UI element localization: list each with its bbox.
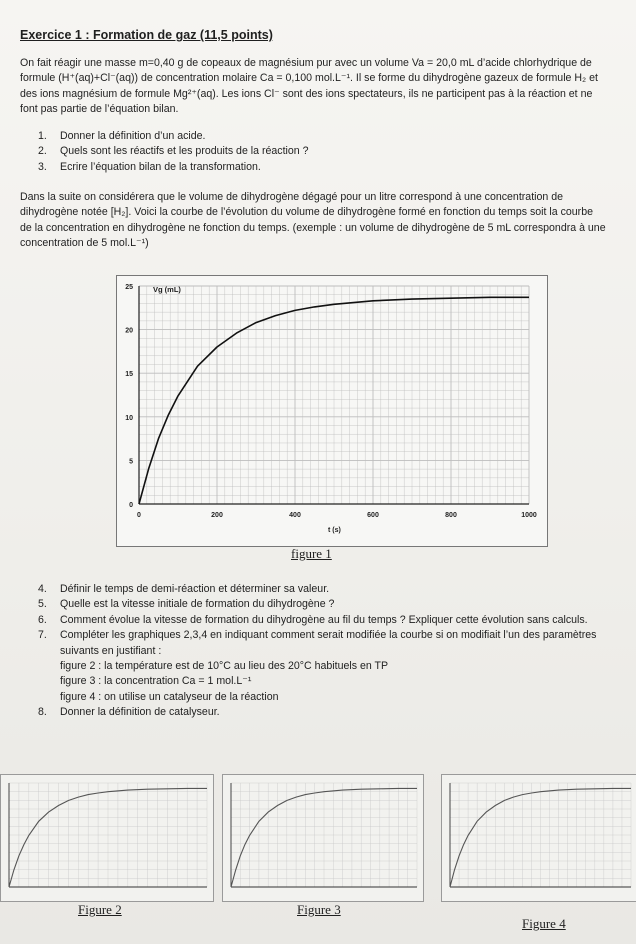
sub-item: figure 2 : la température est de 10°C au lieu des 20°C habituels en TP [60, 660, 389, 673]
exercise-title: Exercice 1 : Formation de gaz (11,5 points) [20, 28, 273, 42]
question-item: 1. Donner la définition d’un acide. [38, 130, 206, 142]
figure-4-graph[interactable] [441, 774, 636, 902]
x-tick-label: 800 [445, 512, 457, 519]
figure-4-caption: Figure 4 [522, 916, 566, 931]
figure-3-graph[interactable] [222, 774, 424, 902]
figure-1-chart [116, 275, 548, 547]
intro-paragraph: On fait réagir une masse m=0,40 g de copeaux de magnésium pur avec un volume Va = 20,0 mL d’acide chlorhydrique de formule (H⁺(aq)+Cl⁻(aq)) de concentration molaire Ca = 0,100 mol.L⁻¹. Il se forme du dihydrogène gazeux de formule H₂ et des ions magnésium de formule Mg²⁺(aq). Les ions Cl⁻ sont des ions spectateurs, ils ne participent pas à la réaction et ne font pas partie de l’équation bilan. [20, 57, 598, 116]
question-item: 8. Donner la définition de catalyseur. [38, 706, 220, 719]
y-tick-label: 0 [129, 502, 133, 509]
figure-3-svg [223, 775, 423, 901]
y-tick-label: 5 [129, 458, 133, 466]
x-tick-label: 400 [289, 512, 301, 519]
x-tick-label: 0 [137, 512, 141, 519]
context-paragraph: Dans la suite on considérera que le volume de dihydrogène dégagé pour un litre correspond à une concentration de dihydrogène notée [H₂]. Voici la courbe de l’évolution du volume de dihydrogène formé en fonction du temps soit la courbe de la concentration en dihydrogène ne fonction du temps. (exemple : un volume de dihydrogène de 5 mL correspondra à une concentration de 5 mol.L⁻¹) [20, 191, 606, 250]
y-axis-label: Vg (mL) [153, 285, 181, 294]
question-item: 3. Ecrire l’équation bilan de la transformation. [38, 160, 261, 173]
figure-2-graph[interactable] [0, 774, 214, 902]
figure-3-caption: Figure 3 [297, 902, 341, 917]
figure-2-caption: Figure 2 [78, 902, 122, 917]
sub-item: figure 4 : on utilise un catalyseur de la réaction [60, 690, 279, 703]
x-tick-label: 200 [211, 512, 223, 519]
question-item: 2. Quels sont les réactifs et les produits de la réaction ? [38, 145, 309, 158]
question-item: 4. Définir le temps de demi-réaction et déterminer sa valeur. [38, 583, 330, 595]
questions-part1 [38, 129, 598, 175]
x-axis-label: t (s) [328, 527, 341, 534]
x-tick-label: 1000 [521, 512, 537, 519]
x-tick-label: 600 [367, 512, 379, 519]
y-tick-label: 25 [125, 284, 133, 291]
sub-item: figure 3 : la concentration Ca = 1 mol.L⁻¹ [60, 675, 252, 688]
y-tick-label: 20 [125, 327, 133, 335]
figure-4-svg [442, 775, 636, 901]
figure-2-svg [1, 775, 213, 901]
question-item: 5. Quelle est la vitesse initiale de formation du dihydrogène ? [38, 598, 335, 611]
questions-part2 [38, 582, 598, 721]
question-item: 6. Comment évolue la vitesse de formation du dihydrogène au fil du temps ? Expliquer cette évolution sans calculs. [38, 613, 588, 626]
question-item: 7. Compléter les graphiques 2,3,4 en indiquant comment serait modifiée la courbe si on modifiait l’un des paramètres suivants en justifiant : figure 2 : la température est de 10°C au lieu des 20°C habituels en TP figure 3 : la concentration Ca = 1 mol.L⁻¹ figure 4 : on utilise un catalyseur de la réaction [38, 628, 598, 705]
figure-1-caption: figure 1 [291, 546, 332, 561]
figure-1-svg [117, 276, 547, 546]
y-tick-label: 15 [125, 371, 133, 379]
y-tick-label: 10 [125, 414, 133, 422]
